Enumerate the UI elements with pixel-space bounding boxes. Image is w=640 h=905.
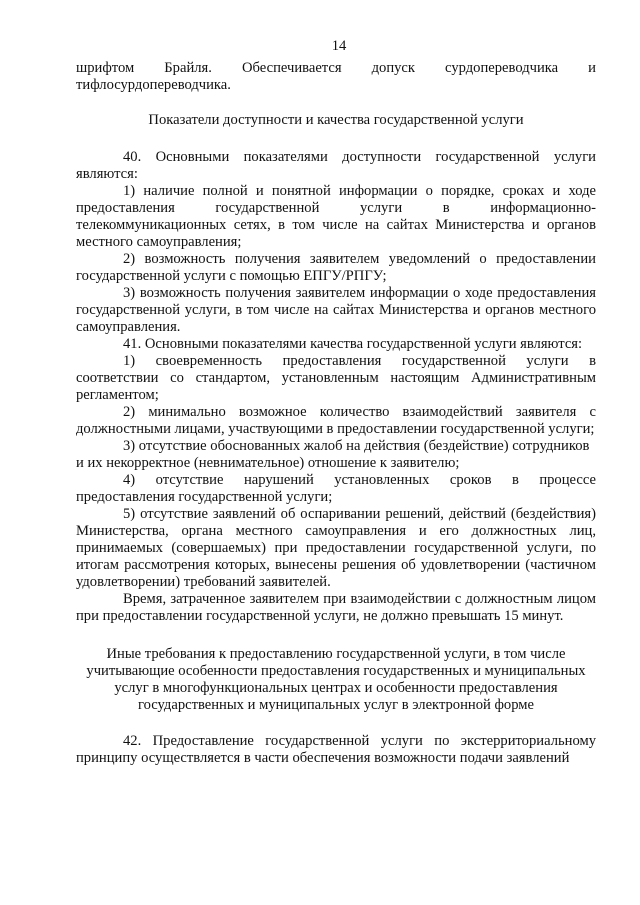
heading-line-2: учитывающие особенности предоставления государственных и муниципальных — [86, 663, 586, 679]
document-page — [76, 38, 596, 767]
paragraph-40-item-2: 2) возможность получения заявителем уведомлений о предоставлении государственной услуги с помощью ЕПГУ/РПГУ; — [76, 251, 596, 284]
section-heading-accessibility: Показатели доступности и качества государственной услуги — [148, 112, 524, 128]
paragraph-braille: шрифтом Брайля. Обеспечивается допуск сурдопереводчика и тифлосурдопереводчика. — [76, 60, 596, 93]
paragraph-40-item-1: 1) наличие полной и понятной информации о порядке, сроках и ходе предоставления государственной услуги в информационно-телекоммуникационных сетях, в том числе на сайтах Министерства и органов местного самоуправления; — [76, 183, 596, 250]
section-heading-other-requirements — [76, 646, 596, 714]
paragraph-41-time: Время, затраченное заявителем при взаимодействии с должностным лицом при предоставлении государственной услуги, не должно превышать 15 минут. — [76, 591, 596, 624]
paragraph-41-item-2: 2) минимально возможное количество взаимодействий заявителя с должностными лицами, участвующими в предоставлении государственной услуги; — [76, 404, 596, 437]
paragraph-41-item-3-continued: и их некорректное (невнимательное) отношение к заявителю; — [76, 455, 460, 471]
paragraph-40: 40. Основными показателями доступности государственной услуги являются: — [76, 149, 596, 182]
heading-line-4: государственных и муниципальных услуг в электронной форме — [137, 697, 535, 713]
paragraph-41-item-3: 3) отсутствие обоснованных жалоб на действия (бездействие) сотрудников — [123, 438, 590, 454]
paragraph-40-item-3: 3) возможность получения заявителем информации о ходе предоставления государственной услуги, в том числе на сайтах Министерства и органов местного самоуправления. — [76, 285, 596, 335]
paragraph-41-item-1: 1) своевременность предоставления государственной услуги в соответствии со стандартом, установленным настоящим Административным регламентом; — [76, 353, 596, 403]
page-number: 14 — [331, 38, 347, 54]
paragraph-41: 41. Основными показателями качества государственной услуги являются: — [123, 336, 583, 352]
paragraph-42: 42. Предоставление государственной услуги по экстерриториальному принципу осуществляется в части обеспечения возможности подачи заявлений — [76, 733, 596, 766]
heading-line-3: услуг в многофункциональных центрах и особенности предоставления — [114, 680, 558, 696]
paragraph-41-item-5: 5) отсутствие заявлений об оспаривании решений, действий (бездействия) Министерства, органа местного самоуправления и его должностных лиц, принимаемых (совершаемых) при предоставлении государственной услуги, по итогам рассмотрения которых, вынесены решения об удовлетворении (частичном удовлетворении) требований заявителей. — [76, 506, 596, 590]
heading-line-1: Иные требования к предоставлению государственной услуги, в том числе — [106, 646, 566, 662]
paragraph-41-item-4: 4) отсутствие нарушений установленных сроков в процессе предоставления государственной услуги; — [76, 472, 596, 505]
